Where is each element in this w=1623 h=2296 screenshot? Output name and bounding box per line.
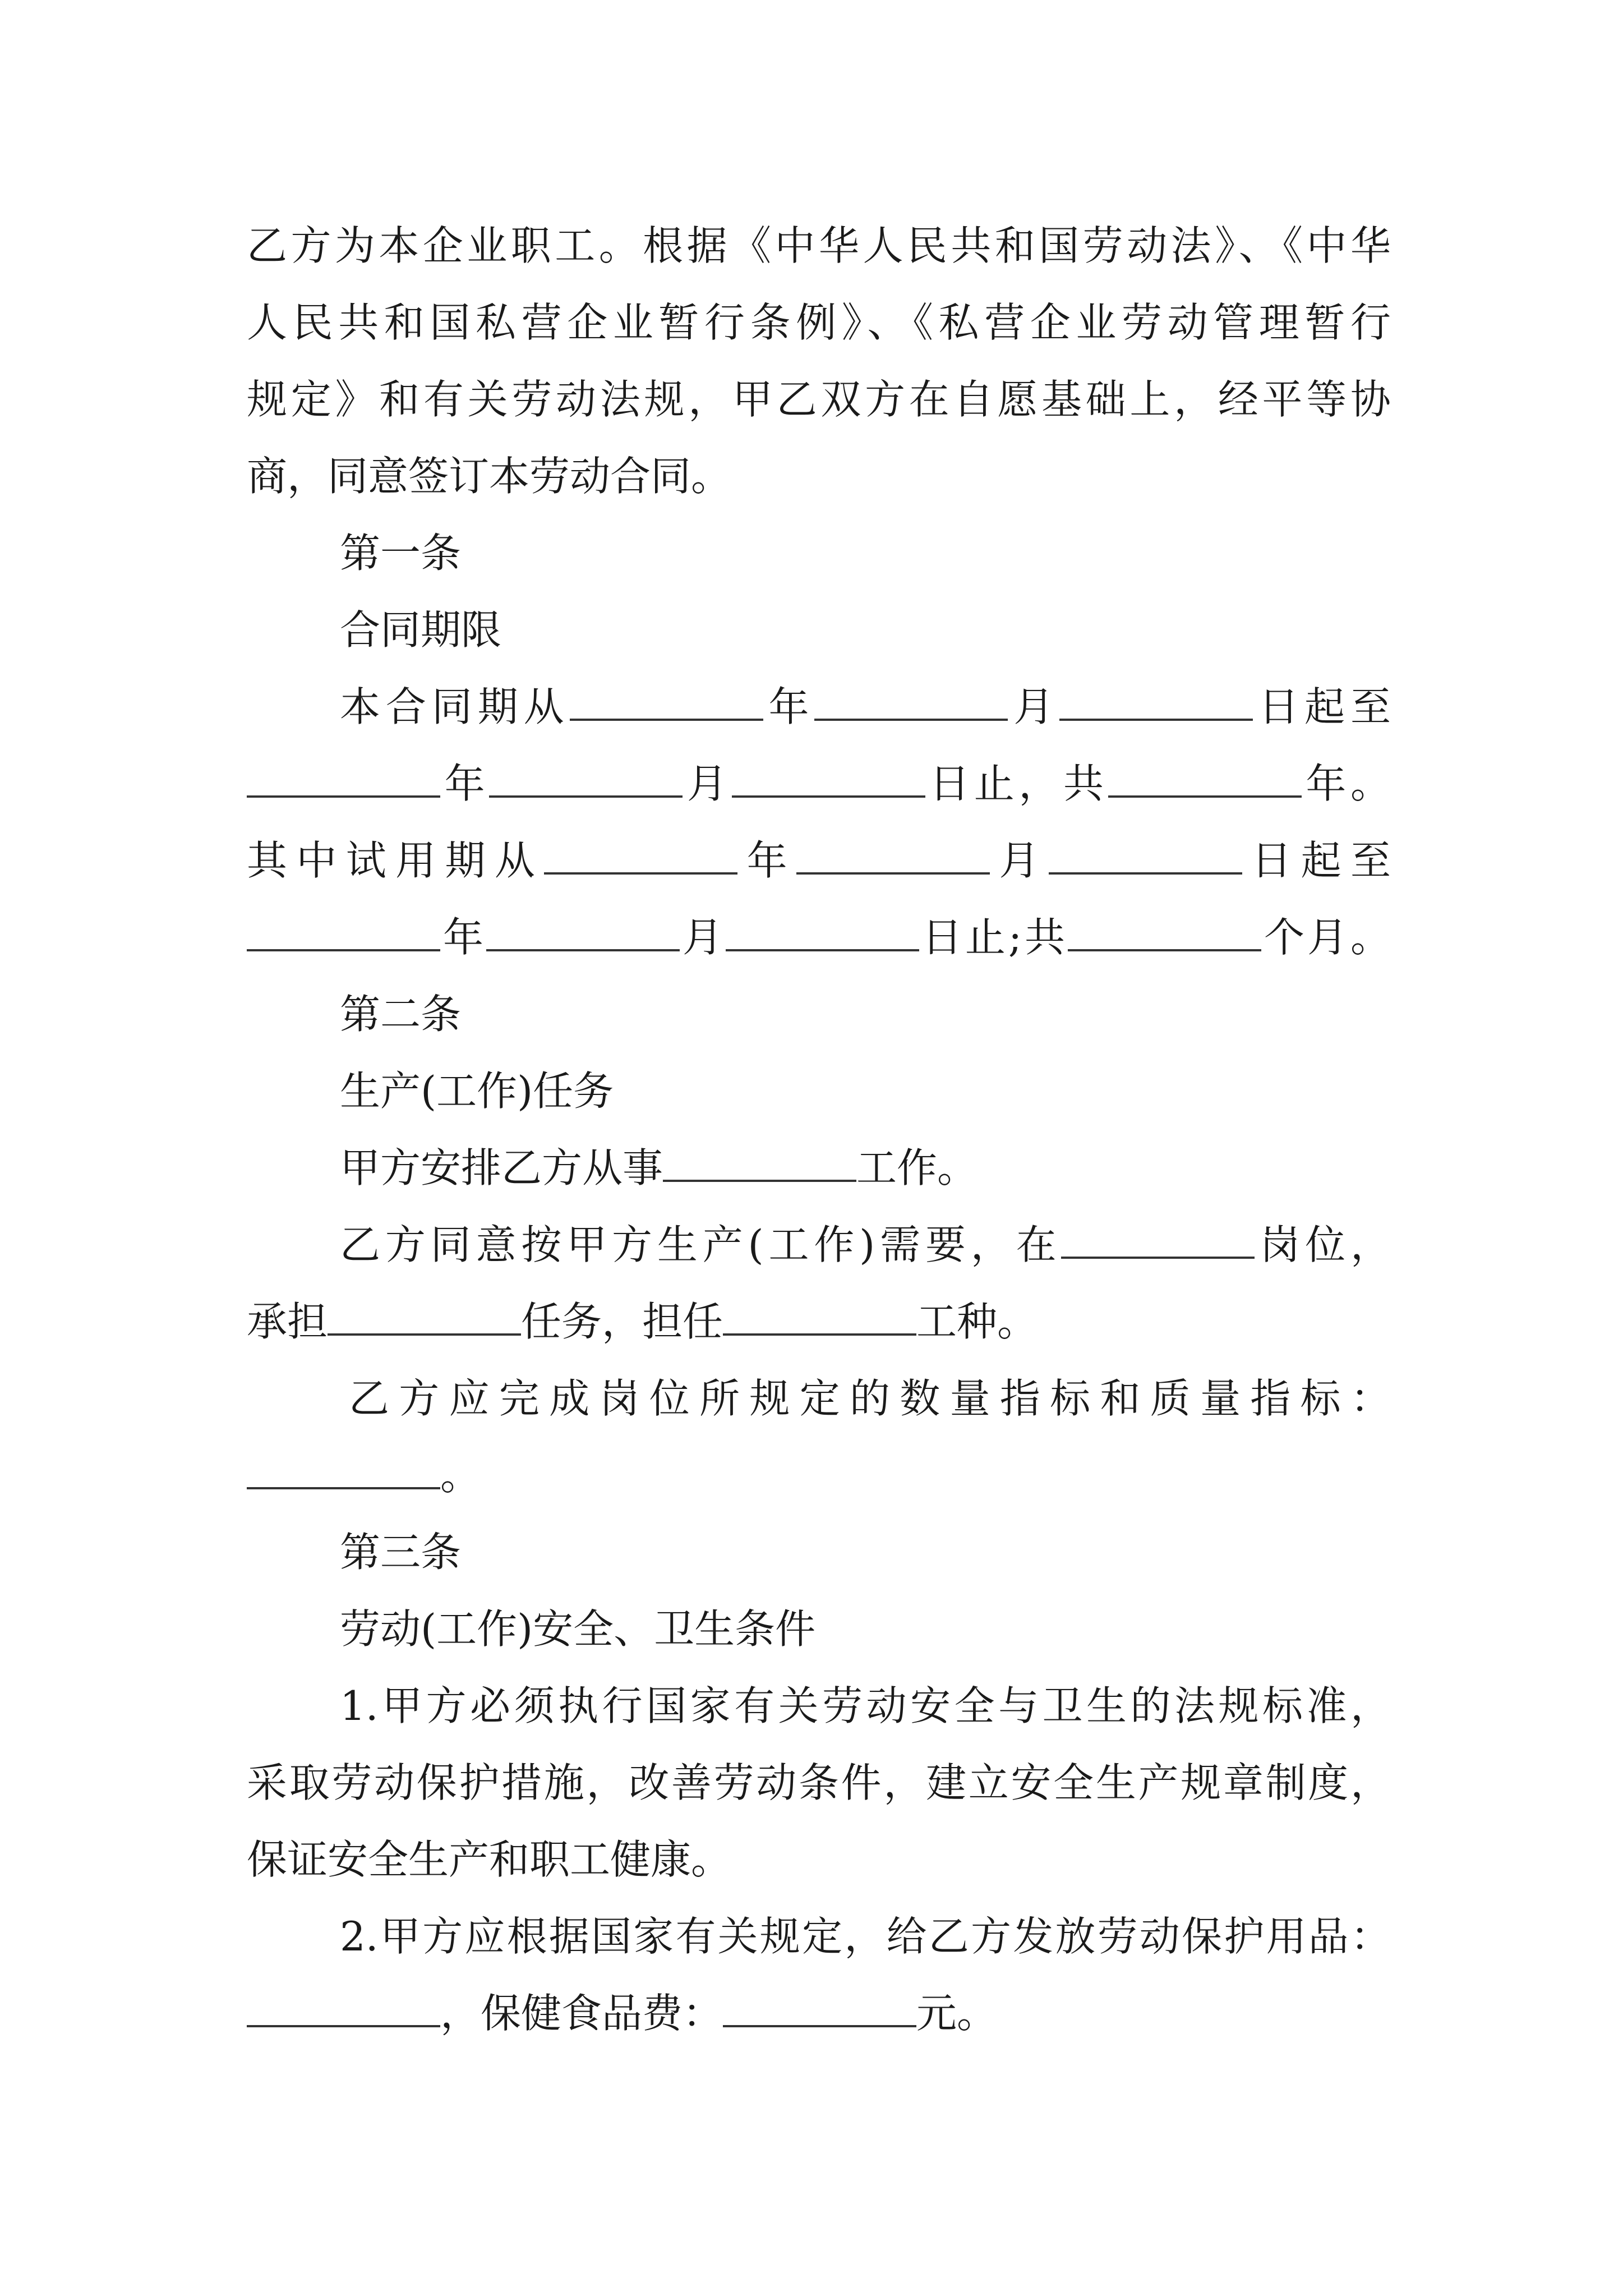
line-text: 年 — [737, 837, 797, 884]
line-text: 任务，担任 — [521, 1298, 723, 1345]
text-line: 商，同意签订本劳动合同。 — [247, 453, 732, 500]
text-line — [247, 1283, 1391, 1360]
blank-field[interactable] — [814, 713, 1008, 721]
text-line: 规定》和有关劳动法规，甲乙双方在自愿基础上，经平等协 — [247, 376, 1391, 423]
text-line: 乙方应完成岗位所规定的数量指标和质量指标： — [349, 1375, 1391, 1422]
blank-field[interactable] — [1061, 1251, 1255, 1259]
text-line: 人民共和国私营企业暂行条例》、《私营企业劳动管理暂行 — [247, 299, 1391, 346]
line-text: 乙方同意按甲方生产(工作)需要，在 — [340, 1221, 1062, 1268]
line-text: 月 — [1008, 683, 1060, 730]
line-text: 其中试用期从 — [247, 837, 545, 884]
line-text: 承担 — [247, 1298, 328, 1345]
text-line — [247, 746, 1391, 822]
line-text: 日止;共 — [919, 914, 1068, 961]
text-line — [247, 822, 1391, 899]
line-text: 工种。 — [916, 1298, 1038, 1345]
line-text: 月 — [679, 914, 726, 961]
line-text: 月 — [990, 837, 1049, 884]
line-text: 本合同期从 — [340, 683, 570, 730]
text-line — [247, 1207, 1391, 1283]
blank-field[interactable] — [1059, 713, 1253, 721]
blank-field[interactable] — [723, 2019, 916, 2027]
line-text: 日止，共 — [925, 760, 1108, 807]
text-line: 第一条 — [340, 530, 462, 577]
line-text: 岗位， — [1255, 1221, 1391, 1268]
line-text: ，保健食品费： — [440, 1990, 723, 2037]
contract-page — [247, 208, 1391, 2052]
blank-field[interactable] — [663, 1174, 856, 1182]
text-line: 劳动(工作)安全、卫生条件 — [340, 1605, 816, 1653]
line-text: 月 — [683, 760, 732, 807]
line-text: 个月。 — [1261, 914, 1391, 961]
line-text: 元。 — [916, 1990, 998, 2037]
text-line: 第三条 — [340, 1529, 462, 1576]
text-line: 1.甲方必须执行国家有关劳动安全与卫生的法规标准， — [340, 1682, 1391, 1729]
line-text: 。 — [440, 1452, 481, 1499]
blank-field[interactable] — [732, 790, 925, 798]
text-line: 乙方为本企业职工。根据《中华人民共和国劳动法》、《中华 — [247, 222, 1391, 269]
text-line — [247, 1975, 1391, 2052]
blank-field[interactable] — [726, 944, 919, 951]
line-text: 工作。 — [856, 1144, 978, 1191]
text-line: 第二条 — [340, 991, 462, 1038]
text-line: 合同期限 — [340, 606, 502, 654]
blank-field[interactable] — [1068, 944, 1261, 951]
text-line: 采取劳动保护措施，改善劳动条件，建立安全生产规章制度， — [247, 1759, 1391, 1806]
blank-field[interactable] — [486, 944, 680, 951]
blank-field[interactable] — [489, 790, 683, 798]
blank-field[interactable] — [247, 790, 440, 798]
blank-field[interactable] — [247, 944, 440, 951]
text-line — [247, 669, 1391, 746]
blank-field[interactable] — [570, 713, 763, 721]
blank-field[interactable] — [247, 2019, 440, 2027]
text-line: 2.甲方应根据国家有关规定，给乙方发放劳动保护用品： — [340, 1913, 1391, 1960]
line-text: 年。 — [1301, 760, 1391, 807]
blank-field[interactable] — [1049, 867, 1242, 875]
line-text: 日起至 — [1253, 683, 1391, 730]
text-line: 保证安全生产和职工健康。 — [247, 1836, 732, 1883]
text-line — [247, 899, 1391, 976]
blank-field[interactable] — [328, 1328, 521, 1336]
blank-field[interactable] — [247, 1481, 440, 1489]
text-line — [247, 1437, 1391, 1514]
blank-field[interactable] — [1108, 790, 1302, 798]
line-text: 年 — [440, 760, 490, 807]
text-line — [247, 1130, 1391, 1207]
blank-field[interactable] — [544, 867, 737, 875]
text-line: 生产(工作)任务 — [340, 1068, 614, 1115]
line-text: 年 — [763, 683, 815, 730]
line-text: 年 — [440, 914, 486, 961]
blank-field[interactable] — [723, 1328, 916, 1336]
blank-field[interactable] — [796, 867, 990, 875]
line-text: 日起至 — [1242, 837, 1391, 884]
line-text: 甲方安排乙方从事 — [340, 1144, 663, 1191]
